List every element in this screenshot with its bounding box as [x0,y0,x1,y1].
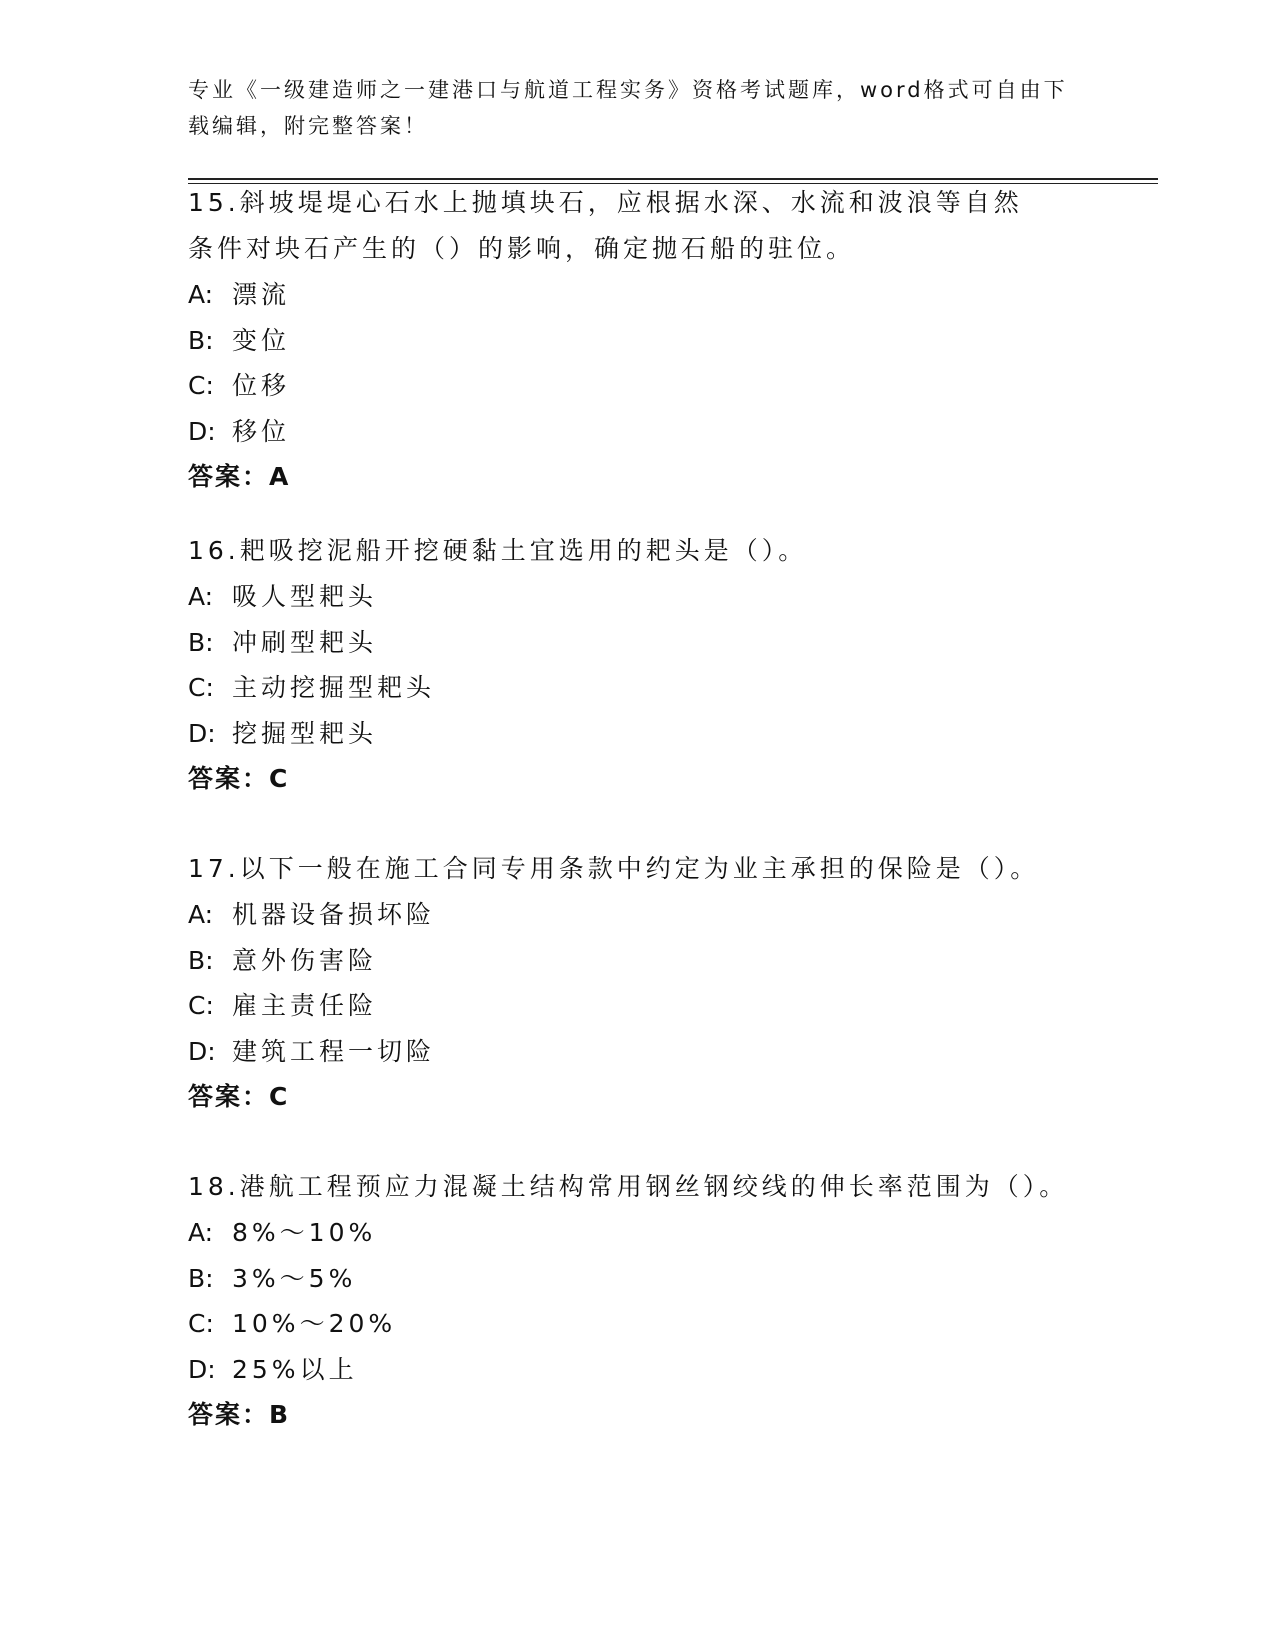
option-d [188,1347,1168,1393]
option-text: 变位 [232,325,291,355]
question-stem: 15.斜坡堤堤心石水上抛填块石，应根据水深、水流和波浪等自然条件对块石产生的（）的影响，确定抛石船的驻位。 [188,188,1023,263]
option-a [188,272,1168,318]
option-text: 8%～10% [232,1218,377,1247]
option-text: 3%～5% [232,1263,357,1293]
option-text: 挖掘型耙头 [232,718,378,748]
question-15 [188,180,1168,500]
option-text: 建筑工程一切险 [232,1036,436,1066]
option-key: D: [188,718,216,748]
option-key: A: [188,582,214,611]
question-17 [188,846,1168,1120]
option-key: B: [188,945,214,975]
option-text: 主动挖掘型耙头 [232,673,436,702]
question-18 [188,1164,1168,1438]
answer-label: 答案：B [188,1400,291,1429]
question-16 [188,528,1168,802]
question-stem: 16.耙吸挖泥船开挖硬黏土宜选用的耙头是（）。 [188,536,808,565]
option-c [188,665,1168,711]
option-text: 雇主责任险 [232,991,378,1020]
option-b [188,318,1168,364]
option-key: D: [188,1036,216,1066]
option-text: 吸人型耙头 [232,582,378,611]
answer-label: 答案：C [188,764,290,793]
option-text: 10%～20% [232,1309,397,1338]
option-text: 漂流 [232,280,291,309]
option-key: D: [188,416,216,446]
option-d [188,711,1168,757]
question-stem: 17.以下一般在施工合同专用条款中约定为业主承担的保险是（）。 [188,854,1040,883]
option-a [188,892,1168,938]
option-key: C: [188,673,214,702]
option-b [188,1256,1168,1302]
option-b [188,938,1168,984]
option-key: C: [188,371,214,400]
option-key: B: [188,325,214,355]
option-text: 机器设备损坏险 [232,900,436,929]
option-text: 意外伤害险 [232,945,378,975]
option-key: B: [188,1263,214,1293]
option-c [188,1301,1168,1347]
option-a [188,574,1168,620]
option-a [188,1210,1168,1256]
option-key: A: [188,280,214,309]
option-text: 位移 [232,371,291,400]
document-header: 专业《一级建造师之一建港口与航道工程实务》资格考试题库，word格式可自由下载编辑，附完整答案！ [188,78,1068,138]
option-d [188,1029,1168,1075]
option-text: 移位 [232,416,291,446]
option-key: C: [188,1309,214,1338]
option-key: C: [188,991,214,1020]
option-key: A: [188,900,214,929]
option-c [188,363,1168,409]
option-key: A: [188,1218,214,1247]
answer-label: 答案：C [188,1082,290,1111]
option-text: 25%以上 [232,1354,358,1384]
answer-label: 答案：A [188,462,291,491]
option-b [188,620,1168,666]
question-stem: 18.港航工程预应力混凝土结构常用钢丝钢绞线的伸长率范围为（）。 [188,1172,1069,1201]
option-key: D: [188,1354,216,1384]
option-text: 冲刷型耙头 [232,627,378,657]
option-key: B: [188,627,214,657]
option-c [188,983,1168,1029]
option-d [188,409,1168,455]
